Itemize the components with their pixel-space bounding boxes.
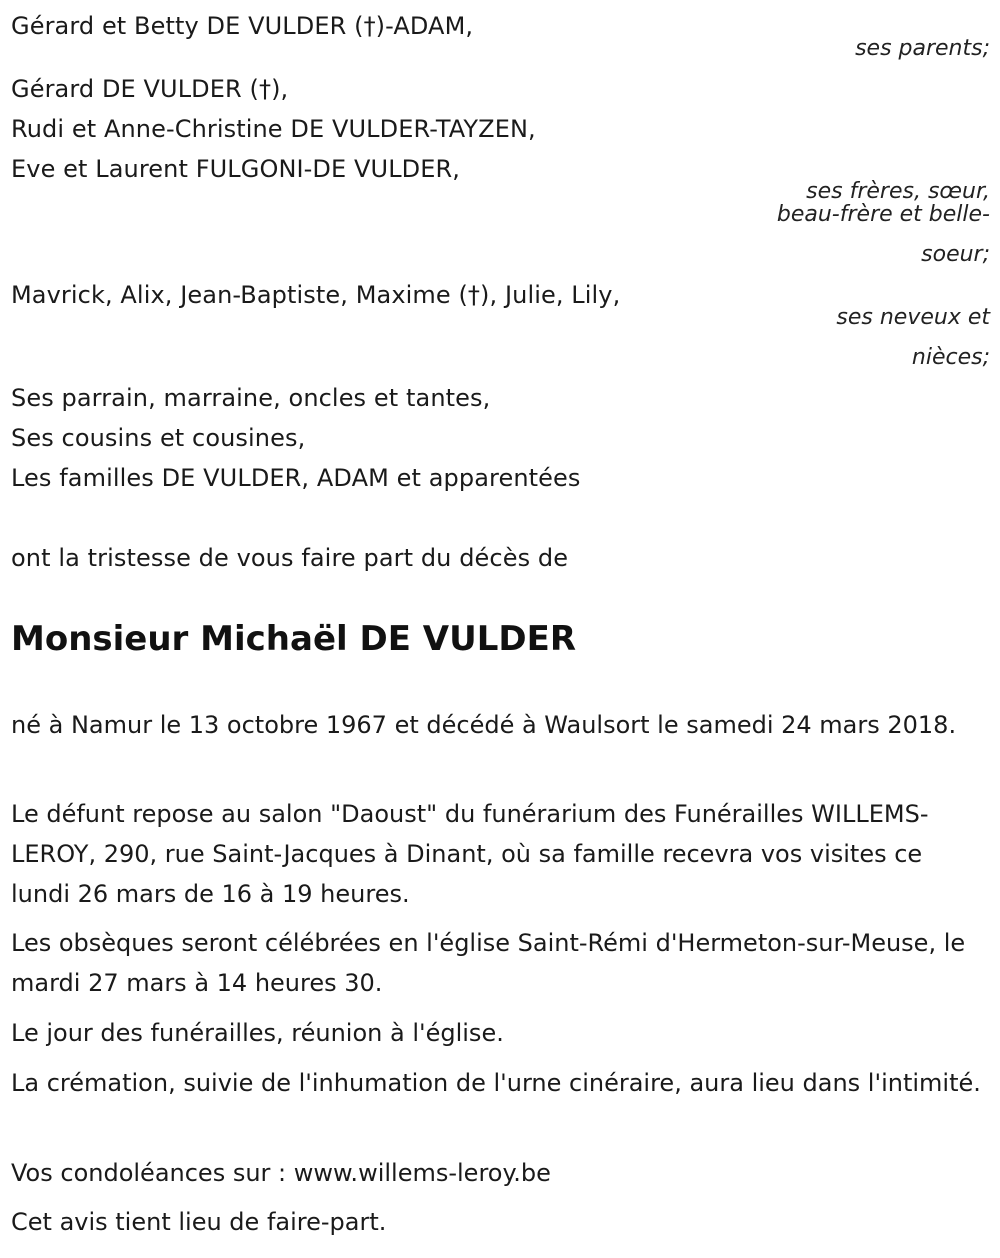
cremation-paragraph: La crémation, suivie de l'inhumation de l'urne cinéraire, aura lieu dans l'intimité. xyxy=(11,1069,981,1097)
nephews-line: Mavrick, Alix, Jean-Baptiste, Maxime (†), Julie, Lily, xyxy=(11,281,621,309)
siblings-role-line-2: beau-frère et belle- xyxy=(776,202,990,227)
nephews-role-line-1: ses neveux et xyxy=(836,305,990,330)
birth-death-paragraph: né à Namur le 13 octobre 1967 et décédé à Waulsort le samedi 24 mars 2018. xyxy=(11,711,957,739)
funerarium-paragraph: Le défunt repose au salon "Daoust" du funérarium des Funérailles WILLEMS-LEROY, 290, rue Saint-Jacques à Dinant, où sa famille recevra vos visites ce lundi 26 mars de 16 à 19 heures. xyxy=(11,800,929,908)
others-line-3: Les familles DE VULDER, ADAM et apparentées xyxy=(11,464,581,492)
parents-line: Gérard et Betty DE VULDER (†)-ADAM, xyxy=(11,12,474,40)
others-line-2: Ses cousins et cousines, xyxy=(11,424,306,452)
siblings-role-line-1: ses frères, sœur, xyxy=(806,179,990,204)
parents-role: ses parents; xyxy=(855,36,990,61)
condolences-paragraph: Vos condoléances sur : www.willems-leroy.be xyxy=(11,1159,551,1187)
sibling-line-2: Rudi et Anne-Christine DE VULDER-TAYZEN, xyxy=(11,115,536,143)
sibling-line-3: Eve et Laurent FULGONI-DE VULDER, xyxy=(11,155,461,183)
nephews-role-line-2: nièces; xyxy=(911,345,990,370)
deceased-name: Monsieur Michaël DE VULDER xyxy=(11,619,577,659)
funeral-service-paragraph: Les obsèques seront célébrées en l'église Saint-Rémi d'Hermeton-sur-Meuse, le mardi 27 mars à 14 heures 30. xyxy=(11,929,966,997)
meeting-paragraph: Le jour des funérailles, réunion à l'église. xyxy=(11,1019,504,1047)
siblings-role-line-3: soeur; xyxy=(921,242,990,267)
others-line-1: Ses parrain, marraine, oncles et tantes, xyxy=(11,384,491,412)
announcement-line: ont la tristesse de vous faire part du décès de xyxy=(11,544,569,572)
sibling-line-1: Gérard DE VULDER (†), xyxy=(11,75,289,103)
closing-paragraph: Cet avis tient lieu de faire-part. xyxy=(11,1208,387,1236)
